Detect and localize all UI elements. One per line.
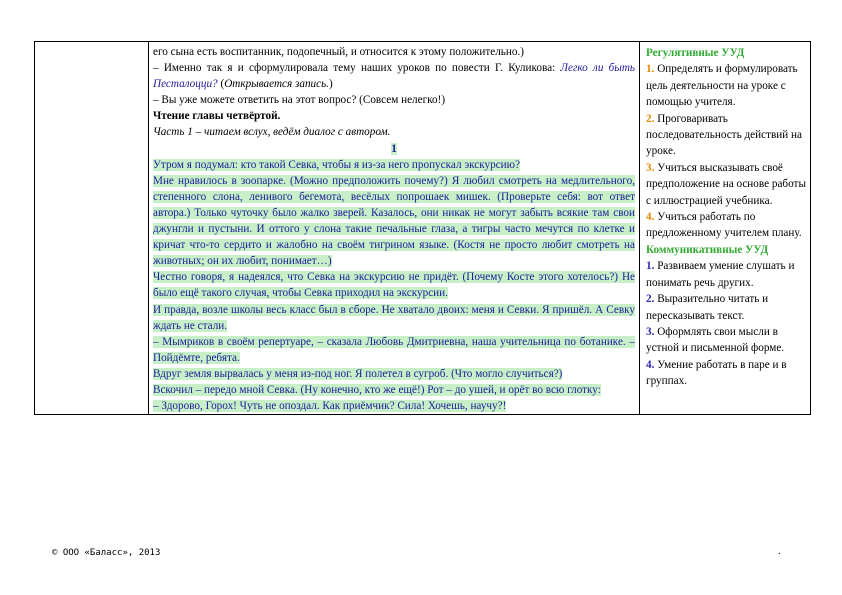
lesson-text-run: ) [328, 78, 333, 91]
lesson-text [149, 42, 639, 414]
lesson-text-run: Часть 1 – читаем вслух, ведём диалог с автором. [153, 126, 391, 139]
lesson-text-run: – Здорово, Горох! Чуть не опоздал. Как приёмчик? Сила! Хочешь, научу?! [153, 400, 507, 413]
lesson-paragraph [153, 60, 635, 92]
lesson-text-run: Вскочил – передо мной Севка. (Ну конечно, кто же ещё!) Рот – до ушей, и орёт во всю глотку: [153, 383, 601, 396]
uud-item-number: 1. [646, 260, 655, 273]
lesson-paragraph [153, 398, 635, 414]
lesson-text-run: Честно говоря, я надеялся, что Севка на экскурсию не придёт. (Почему Косте этого хотелось?) Не было ещё такого случая, чтобы Севка приходил на экскурсии. [153, 271, 635, 300]
lesson-paragraph [153, 302, 635, 334]
lesson-paragraph [153, 124, 635, 140]
uud-item-text: Развиваем умение слушать и понимать речь других. [646, 260, 795, 289]
lesson-text-run: Чтение главы четвёртой. [153, 110, 281, 123]
uud-item-text: Выразительно читать и пересказывать текст. [646, 293, 769, 322]
lesson-text-run: И правда, возле школы весь класс был в сборе. Не хватало двоих: меня и Севки. Я пришёл. А Севку ждать не стали. [153, 303, 635, 332]
lesson-text-run: Утром я подумал: кто такой Севка, чтобы я из-за него пропускал экскурсию? [153, 158, 520, 171]
uud-list [640, 42, 810, 394]
uud-item-number: 4. [646, 211, 655, 224]
uud-item [646, 324, 806, 357]
lesson-paragraph [153, 173, 635, 270]
lesson-text-run: Легко ли быть Песталоцци? [153, 62, 636, 91]
communicative-header: Коммуникативные УУД [646, 243, 769, 256]
lesson-paragraph [153, 157, 635, 173]
lesson-paragraph [153, 92, 635, 108]
uud-item-number: 3. [646, 325, 655, 338]
copyright-footer: © ООО «Баласс», 2013 [52, 548, 161, 558]
uud-item [646, 291, 806, 324]
lesson-paragraph [153, 269, 635, 301]
lesson-paragraph [153, 334, 635, 366]
uud-item-text: Оформлять свои мысли в устной и письменной форме. [646, 325, 785, 355]
table-row [35, 42, 811, 415]
uud-item-text: Определять и формулировать цель деятельности на уроке с помощью учителя. [646, 63, 798, 109]
lesson-paragraph [153, 382, 635, 398]
uud-item-text: Учиться высказывать своё предположение на основе работы с иллюстрацией учебника. [646, 161, 806, 207]
lesson-paragraph [153, 44, 635, 60]
lesson-paragraph [153, 366, 635, 382]
uud-item [646, 258, 806, 291]
uud-item-number: 2. [646, 112, 655, 125]
regulative-header: Регулятивные УУД [646, 47, 745, 59]
uud-item-number: 2. [646, 293, 655, 306]
lesson-text-run: – Мымриков в своём репертуаре, – сказала Любовь Дмитриевна, наша учительница по ботанике. – Пойдёмте, ребята. [153, 335, 635, 364]
lesson-paragraph [153, 141, 635, 157]
uud-item [646, 357, 806, 390]
lesson-text-run: его сына есть воспитанник, подопечный, и относится к этому положительно.) [153, 46, 525, 58]
lesson-paragraph [153, 108, 635, 124]
uud-item [646, 160, 806, 209]
lesson-text-run: 1 [391, 142, 397, 155]
uud-item-text: Учиться работать по предложенному учителем плану. [646, 211, 802, 240]
regulative-items [646, 61, 806, 241]
page-dot: . [778, 546, 781, 557]
lesson-text-run: Вдруг земля вырвалась у меня из-под ног. Я полетел в сугроб. (Что могло случиться?) [153, 367, 563, 380]
uud-item-number: 4. [646, 358, 655, 371]
lesson-text-run: Открывается запись. [224, 78, 329, 91]
lesson-text-run: – Именно так я и сформулировала тему наших уроков по повести Г. Куликова: [153, 62, 561, 75]
uud-item [646, 61, 806, 110]
stage-cell [35, 42, 149, 415]
lesson-table [34, 41, 811, 415]
uud-cell [640, 42, 811, 415]
uud-item-text: Проговаривать последовательность действий на уроке. [646, 112, 802, 158]
uud-item-number: 3. [646, 161, 655, 174]
uud-item [646, 209, 806, 242]
lesson-text-run: ( [217, 78, 225, 91]
lesson-text-run: Мне нравилось в зоопарке. (Можно предположить почему?) Я любил смотреть на медлительного, степенного слона, ленивого бегемота, весёлых попрошаек мишек. (Проверьте себя: вот ответ автора.) Только чуточку было жалко зверей. Казалось, они никак не могут забыть всякие там свои джунгли и пустыни. И оттого у слона такие печальные глаза, а тигры часто мечутся по клетке и кричат что-то сердито и жалобно на своём тигрином языке. (Костя не просто любит смотреть на животных; он их любит, понимает…) [153, 174, 635, 268]
lesson-text-cell [149, 42, 640, 415]
uud-item-number: 1. [646, 63, 655, 76]
uud-item-text: Умение работать в паре и в группах. [646, 358, 787, 388]
lesson-text-run: – Вы уже можете ответить на этот вопрос? (Совсем нелегко!) [153, 94, 446, 107]
communicative-items [646, 258, 806, 389]
uud-item [646, 111, 806, 160]
